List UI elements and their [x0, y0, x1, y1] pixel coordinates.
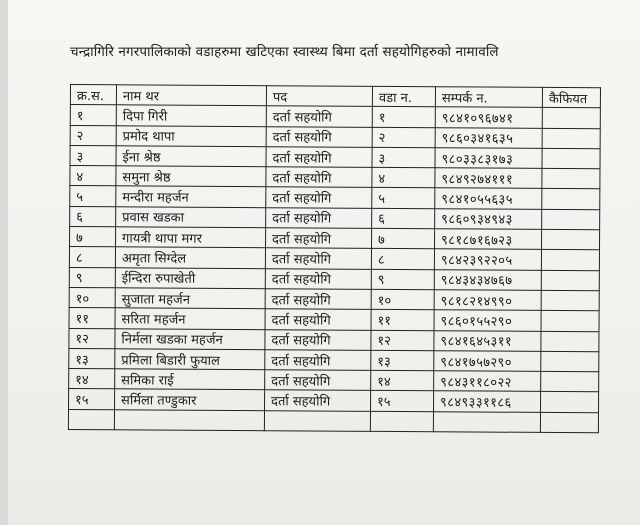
cell-phone: ९८४३४३४७६७ — [434, 269, 541, 290]
cell-serial-number: १३ — [69, 348, 115, 369]
document-title: चन्द्रागिरि नगरपालिकाको वडाहरुमा खटिएका स्वास्थ्य बिमा दर्ता सहयोगिहरुको नामावलि — [70, 44, 499, 60]
cell-empty — [68, 409, 114, 430]
cell-name: ईन्दिरा रुपाखेती — [115, 267, 265, 288]
volunteer-table — [68, 84, 601, 433]
cell-remarks — [542, 128, 600, 149]
cell-name: मन्दीरा महर्जन — [116, 186, 266, 207]
cell-name: सरिता महर्जन — [115, 308, 265, 329]
cell-name: अमृता सिग्देल — [115, 247, 265, 268]
cell-name: प्रवास खडका — [116, 207, 266, 228]
cell-remarks — [541, 270, 599, 291]
header-post: पद — [266, 86, 372, 107]
cell-post: दर्ता सहयोगि — [266, 228, 372, 249]
cell-phone: ९८४१०९६७४१ — [435, 107, 542, 128]
cell-post: दर्ता सहयोगि — [266, 147, 372, 168]
header-ward: वडा न. — [372, 86, 435, 107]
cell-ward: २ — [372, 127, 435, 148]
cell-serial-number: ७ — [70, 227, 116, 248]
cell-ward: ११ — [371, 310, 434, 331]
cell-remarks — [542, 108, 600, 129]
cell-post: दर्ता सहयोगि — [265, 248, 371, 269]
cell-remarks — [541, 392, 599, 413]
cell-remarks — [542, 148, 600, 169]
cell-ward: १५ — [371, 391, 434, 412]
cell-post: दर्ता सहयोगि — [266, 167, 372, 188]
cell-ward: ७ — [371, 228, 434, 249]
cell-name: गायत्री थापा मगर — [116, 227, 266, 248]
cell-phone: ९८१८७१६७२३ — [434, 229, 541, 250]
cell-remarks — [541, 372, 599, 393]
cell-post: दर्ता सहयोगि — [265, 390, 371, 411]
header-name: नाम थर — [116, 85, 266, 106]
cell-ward: १ — [372, 107, 435, 128]
cell-name: प्रमोद थापा — [116, 125, 266, 146]
cell-remarks — [541, 290, 599, 311]
cell-ward: ६ — [372, 208, 435, 229]
cell-phone: ९८४१६४५३११ — [434, 330, 541, 351]
cell-serial-number: १४ — [69, 369, 115, 390]
cell-serial-number: १२ — [69, 328, 115, 349]
cell-name: ईना श्रेष्ठ — [116, 146, 266, 167]
cell-phone: ९८४२३९२२०५ — [434, 249, 541, 270]
cell-ward: १४ — [371, 370, 434, 391]
cell-serial-number: १५ — [69, 389, 115, 410]
cell-empty — [264, 410, 370, 431]
cell-remarks — [542, 169, 600, 190]
cell-post: दर्ता सहयोगि — [266, 187, 372, 208]
cell-remarks — [542, 189, 600, 210]
cell-phone: ९८६०९३४९४३ — [435, 209, 542, 230]
cell-post: दर्ता सहयोगि — [265, 309, 371, 330]
cell-serial-number: ६ — [70, 206, 116, 227]
cell-post: दर्ता सहयोगि — [265, 350, 371, 371]
cell-serial-number: १० — [69, 287, 115, 308]
cell-remarks — [542, 209, 600, 230]
cell-serial-number: ३ — [70, 145, 116, 166]
cell-name: निर्मला खडका महर्जन — [115, 328, 265, 349]
cell-phone: ९८४१७५७२९० — [434, 351, 541, 372]
cell-serial-number: ११ — [69, 308, 115, 329]
cell-name: प्रमिला बिडारी फुयाल — [115, 349, 265, 370]
cell-remarks — [541, 311, 599, 332]
cell-ward: ५ — [372, 188, 435, 209]
cell-serial-number: १ — [70, 105, 116, 126]
cell-name: समुना श्रेष्ठ — [116, 166, 266, 187]
cell-name: सुजाता महर्जन — [115, 288, 265, 309]
header-phone: सम्पर्क न. — [435, 87, 542, 108]
cell-phone: ९८४१०५५६३५ — [435, 188, 542, 209]
cell-phone: ९८१८२१४९९० — [434, 290, 541, 311]
cell-phone: ९८६०१५५२९० — [434, 310, 541, 331]
cell-empty — [370, 411, 433, 432]
cell-post: दर्ता सहयोगि — [265, 289, 371, 310]
cell-remarks — [541, 229, 599, 250]
cell-name: दिपा गिरी — [116, 105, 266, 126]
cell-remarks — [541, 331, 599, 352]
cell-ward: ८ — [371, 249, 434, 270]
cell-serial-number: ४ — [70, 166, 116, 187]
document-page — [8, 0, 640, 525]
cell-name: सर्मिला तण्डुकार — [115, 389, 265, 410]
cell-post: दर्ता सहयोगि — [266, 106, 372, 127]
cell-phone: ९८४९२७४१११ — [435, 168, 542, 189]
cell-remarks — [541, 351, 599, 372]
cell-post: दर्ता सहयोगि — [265, 370, 371, 391]
cell-post: दर्ता सहयोगि — [265, 268, 371, 289]
cell-post: दर्ता सहयोगि — [266, 126, 372, 147]
cell-serial-number: ५ — [70, 186, 116, 207]
cell-ward: १० — [371, 289, 434, 310]
cell-name: समिका राई — [115, 369, 265, 390]
cell-phone: ९८०३३८३१७३ — [435, 148, 542, 169]
cell-ward: १३ — [371, 350, 434, 371]
cell-empty — [114, 410, 264, 431]
cell-phone: ९८६०३४१६३५ — [435, 127, 542, 148]
cell-serial-number: २ — [70, 125, 116, 146]
cell-remarks — [541, 250, 599, 271]
cell-post: दर्ता सहयोगि — [266, 207, 372, 228]
header-remarks: कैफियत — [542, 87, 600, 108]
cell-serial-number: ८ — [69, 247, 115, 268]
header-serial-number: क्र.स. — [70, 85, 116, 106]
cell-serial-number: ९ — [69, 267, 115, 288]
cell-ward: १२ — [371, 330, 434, 351]
cell-empty — [540, 412, 598, 433]
cell-ward: ३ — [372, 147, 435, 168]
cell-phone: ९८४३११८०२२ — [434, 371, 541, 392]
cell-post: दर्ता सहयोगि — [265, 329, 371, 350]
cell-ward: ४ — [372, 168, 435, 189]
table-row-empty — [68, 409, 598, 433]
cell-phone: ९८४९३३११८६ — [434, 391, 541, 412]
cell-ward: ९ — [371, 269, 434, 290]
cell-empty — [433, 411, 540, 432]
